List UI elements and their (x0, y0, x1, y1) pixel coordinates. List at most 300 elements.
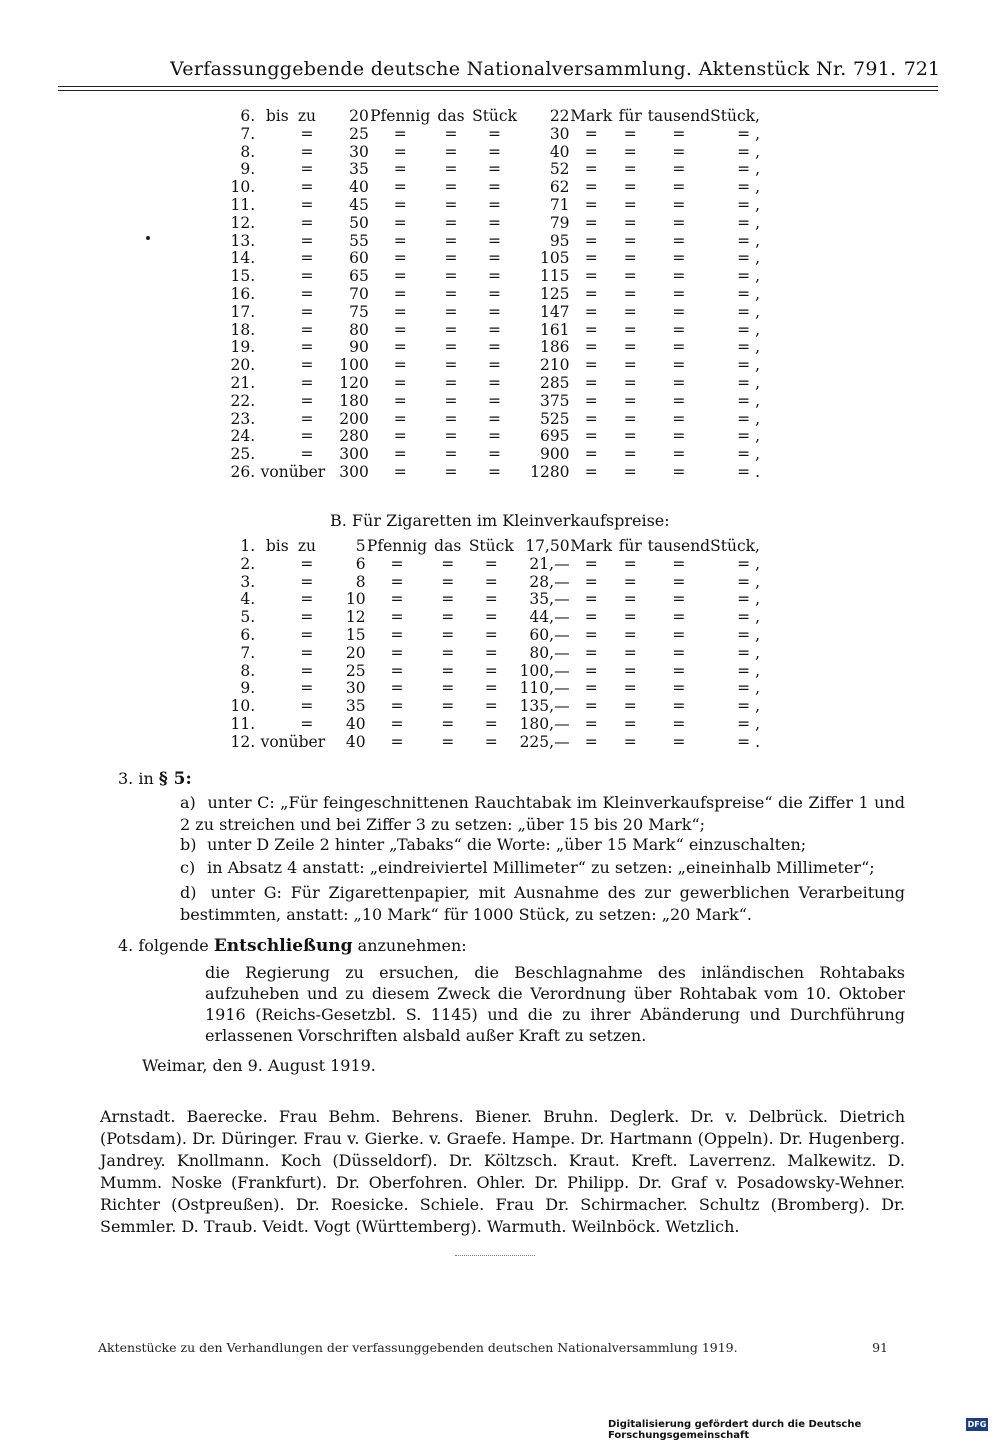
cell-zu: über (288, 462, 326, 481)
cell-n: 8. (240, 142, 256, 161)
cell-fur: für (618, 107, 642, 125)
cell-tau: tausend (647, 107, 711, 125)
cell-zu: = (300, 302, 314, 321)
cell-mk: = (584, 445, 598, 464)
cell-mk: = (584, 409, 598, 428)
cell-tau: = (672, 249, 686, 268)
cell-mk: = (584, 178, 598, 197)
table-row (220, 411, 760, 429)
item-text: in Absatz 4 anstatt: „eindreiviertel Millimeter“ zu setzen: „eineinhalb Millimeter“; (207, 858, 875, 877)
cell-st: = (488, 320, 502, 339)
cigarette-tariff-table-b (220, 538, 760, 752)
cell-bis (255, 197, 289, 215)
cell-fur: = (623, 590, 637, 609)
cell-zu: = (300, 213, 314, 232)
cell-st2: = , (737, 373, 760, 392)
cell-tau: = (672, 160, 686, 179)
cell-price: 8 (355, 572, 366, 591)
cell-st2: = , (737, 338, 760, 357)
cell-tau: = (672, 732, 686, 751)
cell-pf: Pfennig (366, 537, 428, 555)
section-4-heading (118, 935, 467, 957)
amendment-item-a (180, 792, 905, 836)
cell-tau: = (672, 608, 686, 627)
cell-st: = (488, 249, 502, 268)
cell-zu: zu (297, 537, 316, 555)
cell-fur: = (623, 462, 637, 481)
cell-n: 4. (240, 590, 256, 609)
cell-amount: 28,— (529, 572, 570, 591)
cell-das: = (444, 427, 458, 446)
cell-mk: = (584, 590, 598, 609)
cell-mk: Mark (570, 107, 613, 125)
cell-bis (255, 663, 289, 681)
cell-fur: = (623, 124, 637, 143)
cell-n: 8. (240, 661, 256, 680)
cell-st2: Stück, (710, 537, 760, 555)
cell-zu: = (300, 320, 314, 339)
cell-price: 35 (345, 697, 366, 716)
cell-pf: = (390, 625, 404, 644)
cell-n: 3. (240, 572, 256, 591)
cell-st: = (488, 302, 502, 321)
cell-price: 35 (349, 160, 369, 179)
cell-n: 26. (230, 462, 256, 481)
table-row (220, 268, 760, 286)
cell-mk: = (584, 697, 598, 716)
cell-amount: 210 (539, 356, 570, 375)
cell-das: das (434, 537, 462, 555)
amendment-item-c (180, 857, 905, 879)
cell-zu: = (300, 142, 314, 161)
cell-zu: = (300, 643, 314, 662)
cell-n: 9. (240, 679, 256, 698)
cell-amount: 40 (549, 142, 570, 161)
cell-fur: = (623, 302, 637, 321)
cell-zu: = (300, 356, 314, 375)
cell-price: 90 (349, 338, 369, 357)
cell-price: 10 (345, 590, 366, 609)
cell-pf: = (393, 213, 407, 232)
cell-das: = (444, 445, 458, 464)
cell-n: 21. (230, 373, 256, 392)
cell-st: = (488, 195, 502, 214)
table-row (220, 304, 760, 322)
tobacco-tariff-table-a (220, 108, 760, 482)
table-row (220, 357, 760, 375)
cell-fur: für (618, 537, 642, 555)
cell-mk: = (584, 231, 598, 250)
cell-n: 23. (230, 409, 256, 428)
table-row (220, 446, 760, 464)
cell-st2: = , (737, 409, 760, 428)
cell-n: 11. (230, 195, 256, 214)
cell-zu: = (300, 714, 314, 733)
cell-n: 13. (230, 231, 256, 250)
cell-price: 100 (339, 356, 369, 375)
header-title: Verfassunggebende deutsche Nationalversammlung. Aktenstück Nr. 791. (170, 58, 897, 80)
cell-tau: tausend (647, 537, 711, 555)
cell-das: = (444, 320, 458, 339)
cell-n: 14. (230, 249, 256, 268)
cell-das: = (444, 338, 458, 357)
cell-das: = (444, 178, 458, 197)
cell-tau: = (672, 445, 686, 464)
cell-st: = (484, 572, 498, 591)
cell-mk: = (584, 320, 598, 339)
cell-st: = (488, 338, 502, 357)
cell-pf: = (393, 160, 407, 179)
cell-zu: = (300, 267, 314, 286)
cell-st2: = , (737, 302, 760, 321)
cell-fur: = (623, 160, 637, 179)
cell-st: = (484, 679, 498, 698)
cell-price: 5 (355, 537, 366, 555)
cell-mk: = (584, 608, 598, 627)
item-label: d) (180, 883, 197, 902)
cell-st2: = , (737, 661, 760, 680)
cell-mk: = (584, 213, 598, 232)
cell-tau: = (672, 213, 686, 232)
cell-zu: = (300, 679, 314, 698)
cell-st: = (488, 142, 502, 161)
cell-das: = (444, 302, 458, 321)
cell-tau: = (672, 409, 686, 428)
cell-price: 300 (339, 445, 369, 464)
cell-mk: = (584, 249, 598, 268)
section-4-prefix: 4. folgende (118, 936, 209, 955)
cell-price: 40 (345, 732, 366, 751)
cell-n: 2. (240, 554, 256, 573)
cell-pf: = (393, 391, 407, 410)
cell-fur: = (623, 178, 637, 197)
cell-pf: = (393, 195, 407, 214)
header-rule (58, 86, 938, 87)
table-row (220, 233, 760, 251)
cell-pf: = (393, 302, 407, 321)
cell-bis (255, 215, 289, 233)
table-row (220, 126, 760, 144)
cell-price: 120 (339, 373, 369, 392)
cell-zu: = (300, 284, 314, 303)
cell-bis (255, 716, 289, 734)
section-3-paragraph: § 5: (158, 769, 192, 789)
cell-st2: = , (737, 625, 760, 644)
table-row (220, 428, 760, 446)
cell-fur: = (623, 445, 637, 464)
cell-fur: = (623, 373, 637, 392)
cell-das: = (444, 391, 458, 410)
item-text: unter G: Für Zigarettenpapier, mit Ausnahme des zur gewerblichen Verarbeitung bestimmten, anstatt: „10 Mark“ für 1000 Stück, zu setzen: „20 Mark“. (180, 883, 905, 924)
cell-st2: = . (737, 462, 760, 481)
cell-amount: 186 (539, 338, 570, 357)
cell-pf: = (393, 356, 407, 375)
cell-n: 11. (230, 714, 256, 733)
cell-st2: = , (737, 427, 760, 446)
page-header (170, 58, 940, 84)
cell-pf: = (390, 554, 404, 573)
cell-tau: = (672, 625, 686, 644)
cell-amount: 105 (539, 249, 570, 268)
cell-st2: = , (737, 124, 760, 143)
cell-das: = (444, 160, 458, 179)
cell-st: = (488, 409, 502, 428)
cell-price: 55 (349, 231, 369, 250)
cell-fur: = (623, 554, 637, 573)
cell-tau: = (672, 142, 686, 161)
cell-tau: = (672, 554, 686, 573)
cell-price: 25 (345, 661, 366, 680)
cell-st2: = , (737, 213, 760, 232)
table-row (220, 591, 760, 609)
table-row (220, 716, 760, 734)
cell-mk: = (584, 732, 598, 751)
cell-n: 10. (230, 697, 256, 716)
cell-pf: = (393, 284, 407, 303)
cell-das: = (441, 714, 455, 733)
cell-price: 30 (349, 142, 369, 161)
cell-st: = (484, 697, 498, 716)
cell-amount: 30 (549, 124, 570, 143)
cell-bis (255, 446, 289, 464)
cell-n: 12. (230, 732, 256, 751)
cell-n: 6. (240, 107, 256, 125)
cell-das: = (444, 195, 458, 214)
sheet-number: 91 (872, 1340, 888, 1355)
cell-n: 22. (230, 391, 256, 410)
cell-pf: = (393, 178, 407, 197)
cell-mk: = (584, 554, 598, 573)
cell-n: 5. (240, 608, 256, 627)
item-label: b) (180, 835, 197, 854)
cell-fur: = (623, 625, 637, 644)
cell-tau: = (672, 714, 686, 733)
cell-st: = (484, 643, 498, 662)
cell-pf: = (393, 373, 407, 392)
separator-line (455, 1255, 535, 1256)
cell-amount: 900 (539, 445, 570, 464)
cell-amount: 125 (539, 284, 570, 303)
cell-pf: = (393, 231, 407, 250)
cell-mk: = (584, 462, 598, 481)
margin-dot (146, 236, 150, 240)
cell-amount: 60,— (529, 625, 570, 644)
cell-amount: 375 (539, 391, 570, 410)
cell-pf: Pfennig (370, 107, 431, 125)
page-footer (98, 1340, 888, 1355)
cell-price: 60 (349, 249, 369, 268)
cell-pf: = (393, 427, 407, 446)
cell-fur: = (623, 643, 637, 662)
cell-das: das (437, 107, 465, 125)
table-row (220, 108, 760, 126)
cell-bis (255, 627, 289, 645)
cell-pf: = (390, 714, 404, 733)
cell-das: = (441, 697, 455, 716)
cell-tau: = (672, 338, 686, 357)
cell-tau: = (672, 320, 686, 339)
cell-mk: = (584, 142, 598, 161)
cell-fur: = (623, 231, 637, 250)
cell-price: 200 (339, 409, 369, 428)
cell-st: = (488, 160, 502, 179)
cell-amount: 115 (539, 267, 570, 286)
table-row (220, 556, 760, 574)
cell-n: 12. (230, 213, 256, 232)
cell-bis (255, 161, 289, 179)
cell-bis (255, 322, 289, 340)
cell-bis (255, 144, 289, 162)
cell-n: 24. (230, 427, 256, 446)
cell-mk: = (584, 625, 598, 644)
place-and-date: Weimar, den 9. August 1919. (142, 1056, 376, 1075)
cell-mk: = (584, 356, 598, 375)
cell-zu: = (300, 391, 314, 410)
cell-bis: bis (265, 537, 289, 555)
cell-amount: 44,— (529, 608, 570, 627)
cell-zu: = (300, 409, 314, 428)
cell-mk: = (584, 661, 598, 680)
cell-das: = (444, 373, 458, 392)
cell-price: 180 (339, 391, 369, 410)
cell-bis (255, 574, 289, 592)
cell-amount: 135,— (519, 697, 570, 716)
cell-st: = (484, 554, 498, 573)
table-row (220, 645, 760, 663)
cell-price: 75 (349, 302, 369, 321)
cell-st: = (484, 661, 498, 680)
cell-amount: 110,— (519, 679, 570, 698)
cell-das: = (444, 267, 458, 286)
cell-fur: = (623, 267, 637, 286)
cell-price: 70 (349, 284, 369, 303)
cell-st: = (488, 445, 502, 464)
cell-st2: = , (737, 679, 760, 698)
cell-mk: = (584, 338, 598, 357)
cell-tau: = (672, 302, 686, 321)
cell-das: = (444, 284, 458, 303)
header-rule-thin (58, 90, 938, 91)
cell-pf: = (393, 124, 407, 143)
cell-tau: = (672, 231, 686, 250)
cell-mk: = (584, 160, 598, 179)
cell-bis (255, 339, 289, 357)
cell-zu: = (300, 697, 314, 716)
cell-st2: = , (737, 445, 760, 464)
cell-pf: = (393, 409, 407, 428)
cell-mk: = (584, 124, 598, 143)
amendment-item-d (180, 882, 905, 926)
cell-st2: Stück, (710, 107, 760, 125)
cell-zu: = (300, 625, 314, 644)
cell-das: = (444, 142, 458, 161)
cell-st2: = , (737, 554, 760, 573)
cell-bis (255, 393, 289, 411)
cell-st: = (484, 714, 498, 733)
cell-das: = (441, 608, 455, 627)
cell-amount: 21,— (529, 554, 570, 573)
cell-pf: = (393, 267, 407, 286)
digitization-credit: Digitalisierung gefördert durch die Deutsche Forschungsgemeinschaft (608, 1419, 862, 1441)
cell-bis (255, 375, 289, 393)
cell-bis (255, 591, 289, 609)
cell-bis (255, 411, 289, 429)
table-row (220, 734, 760, 752)
amendment-item-b (180, 834, 905, 856)
cell-st2: = , (737, 697, 760, 716)
item-label: c) (180, 858, 196, 877)
cell-n: 25. (230, 445, 256, 464)
cell-st2: = , (737, 572, 760, 591)
cell-price: 12 (345, 608, 366, 627)
cell-price: 15 (345, 625, 366, 644)
cell-st: = (484, 625, 498, 644)
cell-st: = (488, 267, 502, 286)
cell-bis (255, 645, 289, 663)
table-row (220, 663, 760, 681)
cell-fur: = (623, 213, 637, 232)
cell-st2: = , (737, 714, 760, 733)
cell-das: = (444, 356, 458, 375)
cell-st: Stück (472, 107, 517, 125)
cell-st2: = , (737, 249, 760, 268)
cell-fur: = (623, 714, 637, 733)
cell-das: = (441, 661, 455, 680)
table-row (220, 538, 760, 556)
cell-amount: 35,— (529, 590, 570, 609)
cell-st2: = , (737, 320, 760, 339)
cell-st2: = , (737, 356, 760, 375)
cell-amount: 62 (549, 178, 570, 197)
cell-mk: = (584, 643, 598, 662)
cell-amount: 52 (549, 160, 570, 179)
cell-st2: = , (737, 231, 760, 250)
cell-st: = (488, 462, 502, 481)
cell-amount: 147 (539, 302, 570, 321)
cell-st: Stück (468, 537, 514, 555)
cell-price: 20 (345, 643, 366, 662)
cell-pf: = (393, 249, 407, 268)
cell-das: = (441, 625, 455, 644)
cell-mk: = (584, 427, 598, 446)
cell-das: = (441, 572, 455, 591)
cell-price: 280 (339, 427, 369, 446)
cell-st2: = , (737, 160, 760, 179)
table-row (220, 179, 760, 197)
cell-bis (255, 304, 289, 322)
cell-fur: = (623, 195, 637, 214)
cell-tau: = (672, 462, 686, 481)
cell-zu: = (300, 124, 314, 143)
table-row (220, 393, 760, 411)
signatories-list: Arnstadt. Baerecke. Frau Behm. Behrens. Biener. Bruhn. Deglerk. Dr. v. Delbrück. Dietrich (Potsdam). Dr. Düringer. Frau v. Gierke. v. Graefe. Hampe. Dr. Hartmann (Oppeln). Dr. Hugenberg. Jandrey. Knollmann. Koch (Düsseldorf). Dr. Költzsch. Kraut. Kreft. Laverrenz. Malkewitz. D. Mumm. Noske (Frankfurt). Dr. Oberfohren. Ohler. Dr. Philipp. Dr. Graf v. Posadowsky-Wehner. Richter (Ostpreußen). Dr. Roesicke. Schiele. Frau Dr. Schirmacher. Schultz (Bromberg). Dr. Semmler. D. Traub. Veidt. Vogt (Württemberg). Warmuth. Weilnböck. Wetzlich. (100, 1107, 905, 1236)
cell-mk: Mark (570, 537, 613, 555)
cell-st: = (488, 427, 502, 446)
footer-text: Aktenstücke zu den Verhandlungen der verfassunggebenden deutschen Nationalversammlung 1919. (98, 1340, 738, 1355)
cell-price: 50 (349, 213, 369, 232)
cell-tau: = (672, 178, 686, 197)
dfg-logo: DFG (967, 1420, 987, 1429)
cell-fur: = (623, 572, 637, 591)
cell-fur: = (623, 661, 637, 680)
section-3-heading (118, 768, 192, 790)
cell-st: = (488, 178, 502, 197)
cell-pf: = (390, 732, 404, 751)
cell-n: 17. (230, 302, 256, 321)
cell-n: 18. (230, 320, 256, 339)
cell-fur: = (623, 284, 637, 303)
cell-tau: = (672, 267, 686, 286)
